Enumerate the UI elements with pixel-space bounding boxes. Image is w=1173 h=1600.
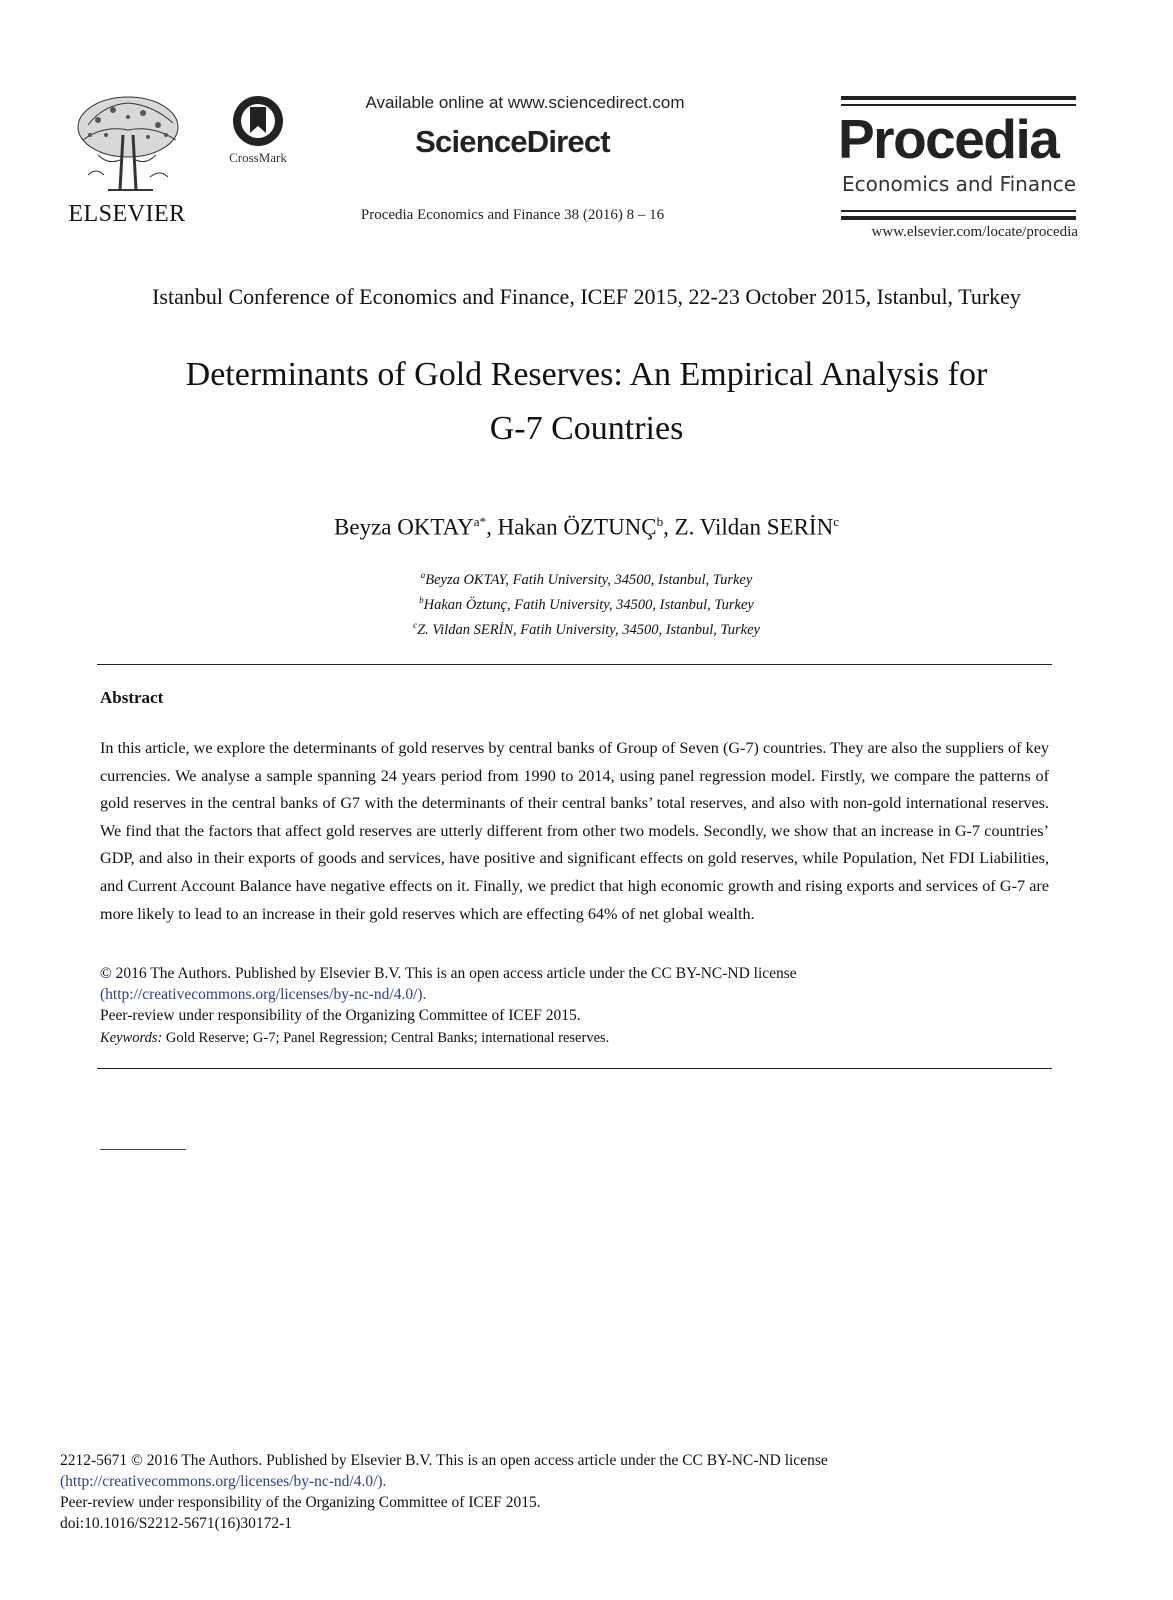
author-name: Z. Vildan SERİN: [674, 514, 834, 540]
keywords-label: Keywords:: [100, 1030, 163, 1046]
procedia-rule-bottom-thin: [841, 210, 1076, 212]
procedia-rule-top: [841, 96, 1076, 100]
paper-title: [100, 348, 1073, 456]
keywords-line: [100, 1030, 1060, 1047]
author-affiliation-mark: c: [833, 514, 839, 529]
author-list: Beyza $OKTAY^{a*}$, Hakan ÖZTUNÇ$^b$, Z. Vildan SERİN$^c$: [334, 514, 839, 540]
footer-license-link[interactable]: (http://creativecommons.org/licenses/by-nc-nd/4.0/).: [60, 1473, 387, 1490]
affiliation-list: [200, 565, 973, 639]
copyright-line: © 2016 The Authors. Published by Elsevier B.V. This is an open access article under the CC BY-NC-ND license: [100, 965, 797, 982]
conference-name: Istanbul Conference of Economics and Finance, ICEF 2015, 22-23 October 2015, Istanbul, Turkey: [152, 284, 1021, 309]
affiliation-item: [200, 565, 973, 590]
procedia-logo-title: Procedia: [838, 108, 1059, 170]
abstract-rule-top: [97, 664, 1052, 665]
procedia-url-link[interactable]: www.elsevier.com/locate/procedia: [871, 224, 1078, 240]
sciencedirect-logo[interactable]: ScienceDirect: [415, 124, 610, 159]
procedia-rule-bottom: [841, 216, 1076, 220]
footnote-rule: [100, 1149, 186, 1150]
paper-title-line-1: Determinants of Gold Reserves: An Empirical Analysis for: [185, 356, 988, 393]
copyright-block: [100, 963, 1060, 1026]
affiliation-item: [200, 615, 973, 640]
paper-title-line-2: G-7 Countries: [489, 410, 684, 447]
footer-peer-review: Peer-review under responsibility of the Organizing Committee of ICEF 2015.: [60, 1494, 541, 1511]
crossmark-label: CrossMark: [229, 150, 287, 165]
keywords-text: Gold Reserve; G-7; Panel Regression; Central Banks; international reserves.: [162, 1030, 610, 1046]
abstract-rule-bottom: [97, 1068, 1052, 1069]
affiliation-mark: b: [419, 594, 424, 605]
affiliation-text: Z. Vildan SERİN, Fatih University, 34500, Istanbul, Turkey: [417, 621, 760, 638]
elsevier-wordmark: ELSEVIER: [68, 201, 186, 227]
available-online-text: Available online at www.sciencedirect.com: [365, 93, 685, 112]
license-link[interactable]: (http://creativecommons.org/licenses/by-nc-nd/4.0/).: [100, 986, 427, 1003]
affiliation-mark: c: [413, 619, 418, 630]
affiliation-text: Hakan Öztunç, Fatih University, 34500, Istanbul, Turkey: [423, 596, 754, 613]
abstract-body: In this article, we explore the determinants of gold reserves by central banks of Group of Seven (G-7) countries. They are also the suppliers of key currencies. We analyse a sample spanning 24 years period from 1990 to 2014, using panel regression model. Firstly, we compare the patterns of gold reserves in the central banks of G7 with the determinants of their central banks’ total reserves, and also with non-gold international reserves. We find that the factors that affect gold reserves are utterly different from other two models. Secondly, we show that an increase in G-7 countries’ GDP, and also in their exports of goods and services, have positive and significant effects on gold reserves, while Population, Net FDI Liabilities, and Current Account Balance have negative effects on it. Finally, we predict that high economic growth and rising exports and services of G-7 are more likely to lead to an increase in their gold reserves which are effecting 64% of net global wealth.: [100, 739, 1049, 923]
journal-reference: Procedia Economics and Finance 38 (2016) 8 – 16: [360, 207, 665, 223]
author-affiliation-mark: a*: [473, 514, 487, 529]
affiliation-text: Beyza OKTAY, Fatih University, 34500, Istanbul, Turkey: [425, 571, 753, 588]
peer-review-note: Peer-review under responsibility of the Organizing Committee of ICEF 2015.: [100, 1007, 581, 1024]
affiliation-mark: a: [420, 570, 426, 580]
procedia-logo-subtitle: Economics and Finance: [842, 172, 1077, 196]
footer-copyright: 2212-5671 © 2016 The Authors. Published by Elsevier B.V. This is an open access article under the CC BY-NC-ND license: [60, 1452, 828, 1469]
page-footer: [60, 1450, 1020, 1534]
affiliation-item: [200, 590, 973, 615]
author-affiliation-mark: b: [656, 514, 664, 529]
abstract-heading: Abstract: [100, 688, 164, 707]
footer-doi[interactable]: doi:10.1016/S2212-5671(16)30172-1: [60, 1515, 293, 1532]
author-name: Beyza OKTAY: [334, 514, 474, 540]
author-name: Hakan ÖZTUNÇ: [497, 514, 657, 540]
